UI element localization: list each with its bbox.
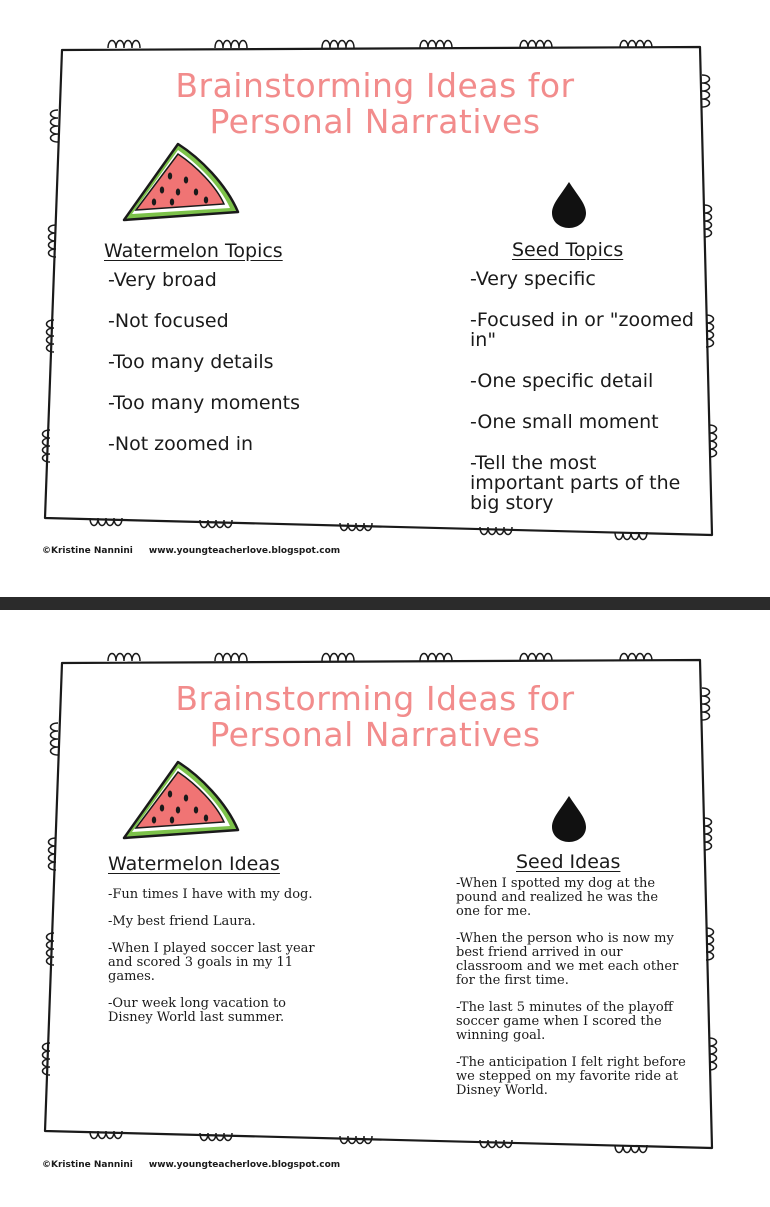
list-item: -Too many details xyxy=(108,351,274,373)
list-item: -Not focused xyxy=(108,310,229,332)
credit-site: www.youngteacherlove.blogspot.com xyxy=(148,1160,341,1170)
credit-author: ©Kristine Nannini xyxy=(42,546,133,556)
watermelon-list xyxy=(108,270,358,475)
list-item: -When the person who is now my best friend arrived in our classroom and we met each other for the first time. xyxy=(456,931,679,988)
watermelon-heading: Watermelon Topics xyxy=(104,240,283,262)
seed-list xyxy=(456,877,686,1111)
anchor-chart-topics xyxy=(0,0,770,597)
watermelon-icon xyxy=(118,750,244,858)
copyright-credit xyxy=(42,1160,356,1170)
list-item: -The last 5 minutes of the playoff soccer game when I scored the winning goal. xyxy=(456,1000,673,1043)
seed-heading: Seed Topics xyxy=(512,239,624,261)
list-item: -Focused in or "zoomed in" xyxy=(470,309,694,351)
list-item: -The anticipation I felt right before we stepped on my favorite ride at Disney World. xyxy=(456,1055,686,1098)
copyright-credit xyxy=(42,546,356,556)
title-line-2: Personal Narratives xyxy=(209,715,541,754)
list-item: -Fun times I have with my dog. xyxy=(108,887,313,902)
list-item: -Tell the most important parts of the big story xyxy=(470,452,681,514)
panel-divider xyxy=(0,597,770,610)
page-title xyxy=(140,68,610,140)
page-title xyxy=(140,681,610,753)
title-line-2: Personal Narratives xyxy=(209,102,541,141)
seed-icon xyxy=(548,180,590,230)
list-item: -Too many moments xyxy=(108,392,300,414)
watermelon-icon xyxy=(118,132,244,240)
title-line-1: Brainstorming Ideas for xyxy=(175,66,575,105)
list-item: -Very broad xyxy=(108,269,217,291)
seed-icon xyxy=(548,794,590,844)
seed-heading: Seed Ideas xyxy=(516,851,621,873)
watermelon-list xyxy=(108,888,333,1038)
list-item: -When I played soccer last year and scored 3 goals in my 11 games. xyxy=(108,941,315,984)
list-item: -One small moment xyxy=(470,411,659,433)
credit-author: ©Kristine Nannini xyxy=(42,1160,133,1170)
list-item: -Very specific xyxy=(470,268,596,290)
list-item: -When I spotted my dog at the pound and realized he was the one for me. xyxy=(456,876,659,919)
watermelon-heading: Watermelon Ideas xyxy=(108,853,280,875)
list-item: -Not zoomed in xyxy=(108,433,254,455)
list-item: -Our week long vacation to Disney World last summer. xyxy=(108,996,286,1025)
seed-list xyxy=(470,269,695,534)
credit-site: www.youngteacherlove.blogspot.com xyxy=(148,546,341,556)
list-item: -One specific detail xyxy=(470,370,654,392)
anchor-chart-ideas xyxy=(0,610,770,1206)
title-line-1: Brainstorming Ideas for xyxy=(175,679,575,718)
list-item: -My best friend Laura. xyxy=(108,914,256,929)
